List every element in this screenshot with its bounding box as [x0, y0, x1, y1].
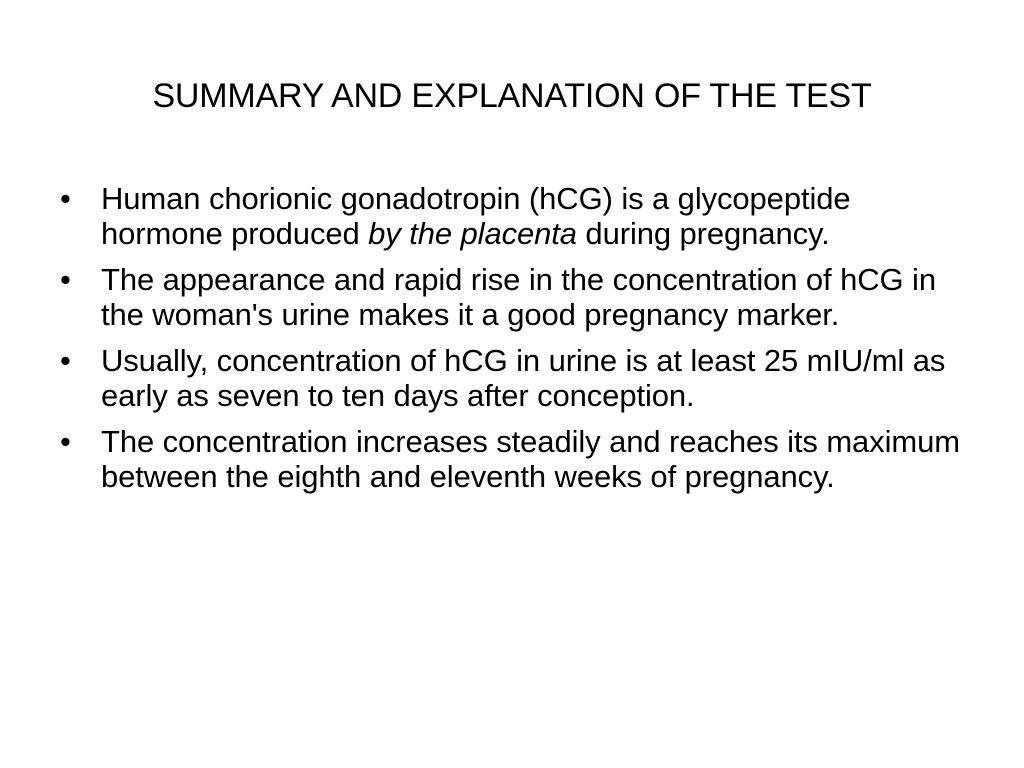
bullet-text: The appearance and rapid rise in the concentration of hCG in the woman's urine makes it a good pregnancy marker.: [101, 262, 936, 332]
bullet-item-hcg-definition: [60, 181, 980, 251]
slide-title: SUMMARY AND EXPLANATION OF THE TEST: [152, 77, 872, 115]
bullet-text: Usually, concentration of hCG in urine is at least 25 mIU/ml as early as seven to ten days after conception.: [101, 343, 946, 413]
bullet-icon: •: [60, 343, 71, 378]
bullet-icon: •: [60, 424, 71, 459]
bullet-text: during pregnancy.: [576, 216, 830, 251]
bullet-text: The concentration increases steadily and reaches its maximum between the eighth and eleventh weeks of pregnancy.: [101, 424, 960, 494]
bullet-item-maximum-timing: [60, 424, 980, 494]
bullet-item-concentration-level: [60, 343, 980, 413]
bullet-text: Human chorionic gonadotropin (hCG) is a glycopeptide hormone produced: [101, 181, 851, 251]
bullet-item-pregnancy-marker: [60, 262, 980, 332]
bullet-text-italic: by the placenta: [368, 216, 577, 251]
bullet-icon: •: [60, 262, 71, 297]
bullet-icon: •: [60, 181, 71, 216]
bullet-list: [60, 181, 980, 505]
